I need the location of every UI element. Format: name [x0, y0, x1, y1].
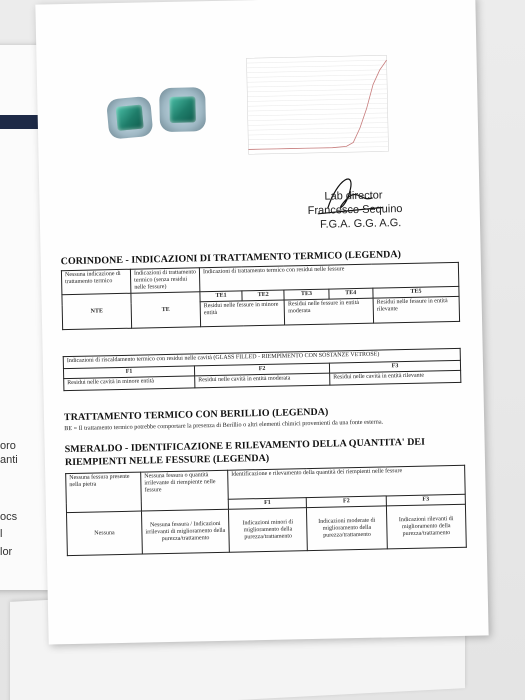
background-text-fragment: ocs: [0, 511, 18, 523]
certificate-sheet: [35, 0, 488, 645]
smeraldo-code-f1: F1: [228, 498, 306, 510]
emerald-stone-icon: [169, 96, 196, 123]
smeraldo-heading-line1: SMERALDO - IDENTIFICAZIONE E RILEVAMENTO DELLA QUANTITA' DEI: [64, 436, 426, 456]
smeraldo-desc-f3: Indicazioni rilevanti di miglioramento della purezza/trattamento: [386, 504, 466, 549]
glass-desc-f1: Residui nelle cavità in minore entità: [64, 376, 195, 391]
smeraldo-col-nessuna: Nessuna fessura presente nella pietra: [66, 472, 142, 513]
glass-filled-header: Indicazioni di riscaldamento termico con residui nelle cavità (GLASS FILLED - RIEMPIMENTO CON SOSTANZE VETROSE): [63, 348, 460, 368]
background-text-fragment: l: [0, 528, 3, 540]
code-nte: NTE: [62, 293, 132, 329]
lab-director-title: Lab director: [324, 189, 383, 203]
code-te1: TE1: [200, 291, 242, 302]
glass-filled-table: [63, 348, 462, 391]
lab-director-name: Francesco Sequino: [307, 203, 403, 218]
glass-code-f2: F2: [194, 363, 329, 376]
background-text-fragment: oro: [0, 440, 16, 452]
background-text-fragment: lor: [0, 546, 13, 558]
earring-left-image: [106, 96, 153, 140]
smeraldo-desc-f1: Indicazioni minori di miglioramento della purezza/trattamento: [228, 508, 307, 553]
berillio-note: BE = Il trattamento termico potrebbe comportare la presenza di Berillio o altri elementi chimici provenienti da una fonte esterna.: [64, 418, 384, 433]
lab-director-credentials: F.G.A. G.G. A.G.: [319, 217, 402, 231]
emerald-stone-icon: [116, 105, 144, 131]
corindone-cell-te-residui: Indicazioni di trattamento termico con residui nelle fessure: [199, 262, 458, 291]
corindone-table: [61, 262, 460, 330]
glass-desc-f3: Residui nelle cavità in entità rilevante: [330, 370, 461, 385]
corindone-cell-te-desc: Indicazioni di trattamento termico (senza residui nelle fessure): [130, 268, 199, 293]
code-te3: TE3: [284, 289, 329, 300]
smeraldo-heading-line2: RIEMPIENTI NELLE FESSURE (LEGENDA): [64, 452, 270, 469]
code-te5: TE5: [373, 286, 459, 298]
corindone-heading: CORINDONE - INDICAZIONI DI TRATTAMENTO TERMICO (LEGENDA): [60, 249, 402, 268]
desc-te3-te4: Residui nelle fessure in entità moderata: [284, 298, 373, 325]
code-te: TE: [131, 292, 201, 328]
smeraldo-table: [65, 465, 467, 556]
desc-te1-te2: Residui nelle fessure in minore entità: [200, 300, 285, 327]
corindone-cell-nte-desc: Nessuna indicazione di trattamento termico: [61, 269, 130, 294]
smeraldo-code-f3: F3: [386, 494, 465, 506]
smeraldo-desc-f2: Indicazioni moderate di miglioramento della purezza/trattamento: [307, 506, 388, 551]
smeraldo-col-identificazione: Identificazione e rilevamento della quantità dei riempienti nelle fessure: [228, 465, 466, 499]
earring-right-image: [159, 87, 206, 132]
smeraldo-col-irrilevante: Nessuna fessura o quantità irrilevante di riempiente nelle fessure: [141, 470, 229, 511]
background-text-fragment: anti: [0, 454, 18, 466]
code-te2: TE2: [242, 290, 284, 301]
code-te4: TE4: [329, 288, 374, 299]
glass-desc-f2: Residui nelle cavità in entità moderata: [195, 373, 330, 388]
spectrum-chart: [236, 47, 398, 162]
glass-code-f1: F1: [63, 366, 194, 379]
smeraldo-row-nessuna: Nessuna: [66, 511, 142, 556]
smeraldo-code-f2: F2: [306, 496, 386, 508]
smeraldo-row-irrilevante: Nessuna fessura / Indicazioni irrilevanti di miglioramento della purezza/trattamento: [141, 509, 229, 554]
glass-code-f3: F3: [329, 360, 460, 373]
berillio-heading: TRATTAMENTO TERMICO CON BERILLIO (LEGENDA): [63, 406, 329, 424]
desc-te5: Residui nelle fessure in entità rilevante: [373, 296, 460, 323]
